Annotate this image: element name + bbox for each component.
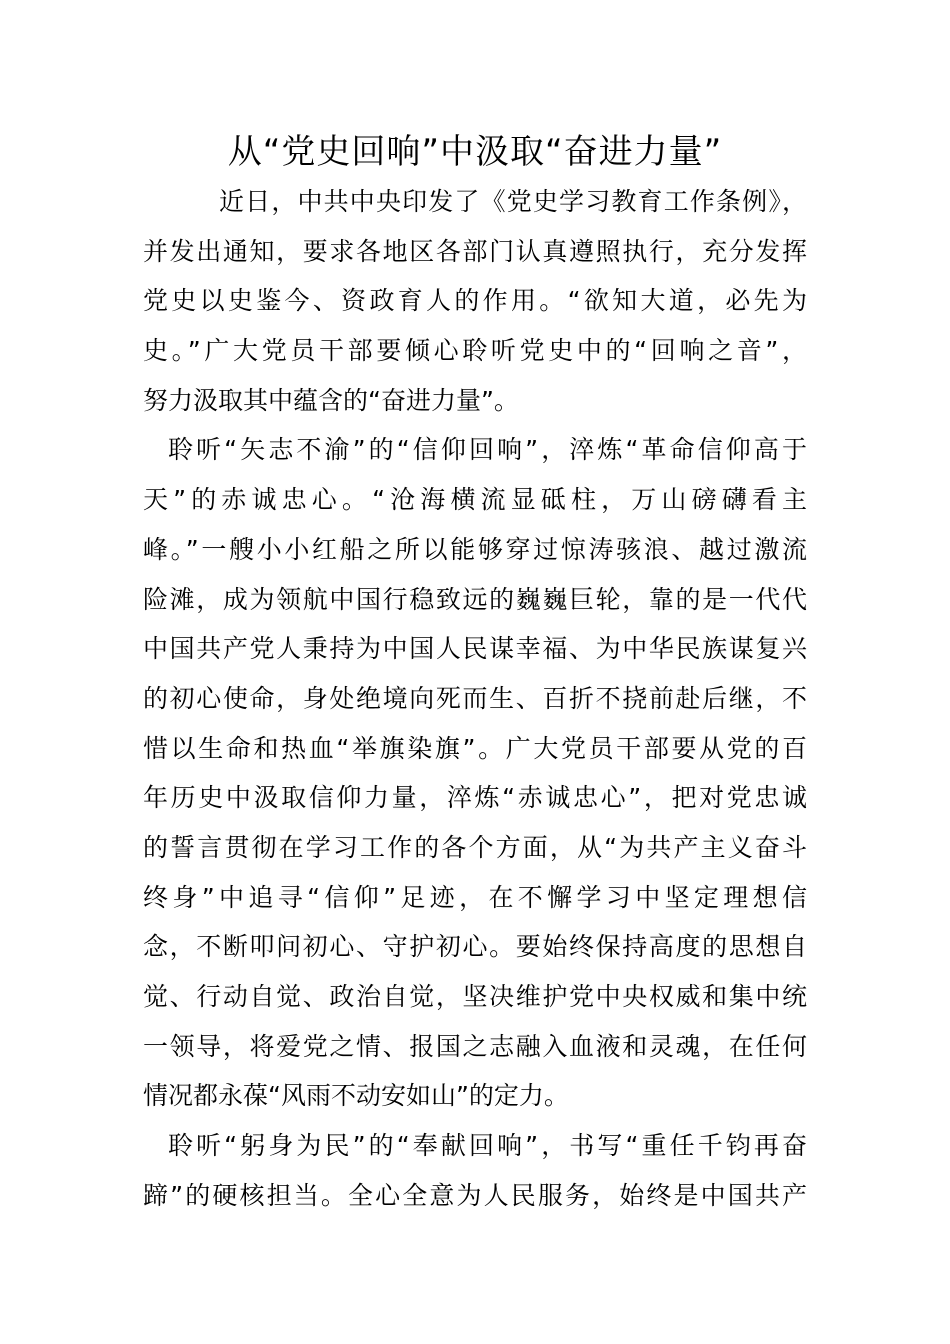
text-line: 念，不断叩问初心、守护初心。要始终保持高度的思想自 <box>143 932 807 962</box>
text-line: 近日，中共中央印发了《党史学习教育工作条例》， <box>219 187 807 216</box>
text-line: 的初心使命，身处绝境向死而生、百折不挠前赴后继，不 <box>143 683 807 713</box>
text-line: 天”的赤诚忠心。“沧海横流显砥柱，万山磅礴看主 <box>143 485 807 515</box>
text-line: 的誓言贯彻在学习工作的各个方面，从“为共产主义奋斗 <box>143 832 807 862</box>
text-line: 聆听“矢志不渝”的“信仰回响”，淬炼“革命信仰高于 <box>168 435 807 465</box>
document-body <box>143 177 807 1220</box>
document-title: 从“党史回响”中汲取“奋进力量” <box>227 132 723 172</box>
text-line: 中国共产党人秉持为中国人民谋幸福、为中华民族谋复兴 <box>143 634 807 664</box>
text-line: 努力汲取其中蕴含的“奋进力量”。 <box>143 385 519 415</box>
text-line: 聆听“躬身为民”的“奉献回响”，书写“重任千钧再奋 <box>168 1131 807 1161</box>
text-line: 觉、行动自觉、政治自觉，坚决维护党中央权威和集中统 <box>143 982 807 1011</box>
text-line: 终身”中追寻“信仰”足迹，在不懈学习中坚定理想信 <box>143 882 807 912</box>
text-line: 峰。”一艘小小红船之所以能够穿过惊涛骇浪、越过激流 <box>143 534 807 564</box>
text-line: 年历史中汲取信仰力量，淬炼“赤诚忠心”，把对党忠诚 <box>143 783 807 813</box>
text-line: 险滩，成为领航中国行稳致远的巍巍巨轮，靠的是一代代 <box>143 584 807 614</box>
text-line: 史。”广大党员干部要倾心聆听党史中的“回响之音”， <box>143 336 807 366</box>
text-line: 蹄”的硬核担当。全心全意为人民服务，始终是中国共产 <box>143 1180 807 1210</box>
text-line: 惜以生命和热血“举旗染旗”。广大党员干部要从党的百 <box>143 733 807 763</box>
text-line: 一领导，将爱党之情、报国之志融入血液和灵魂，在任何 <box>143 1031 807 1061</box>
text-line: 情况都永葆“风雨不动安如山”的定力。 <box>143 1081 569 1111</box>
text-line: 党史以史鉴今、资政育人的作用。“欲知大道，必先为 <box>143 286 807 316</box>
text-line: 并发出通知，要求各地区各部门认真遵照执行，充分发挥 <box>143 236 807 266</box>
